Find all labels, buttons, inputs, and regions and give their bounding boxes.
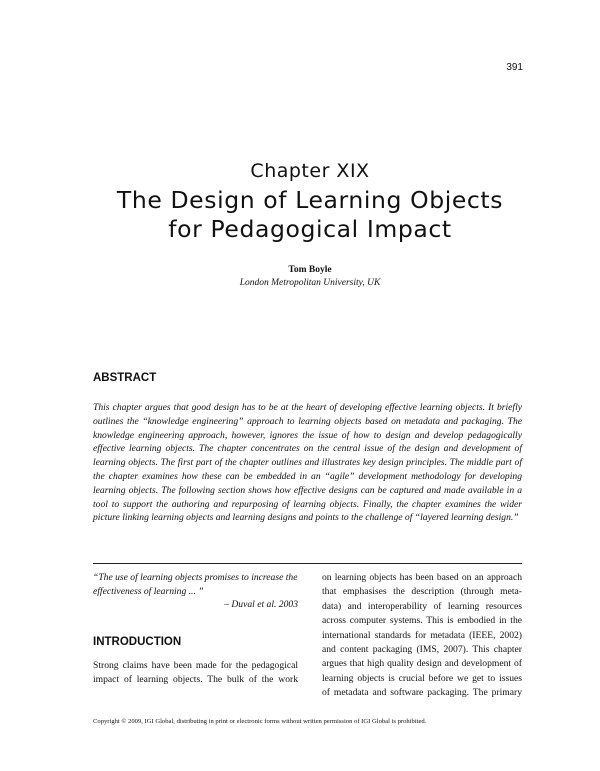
body-line: Strong claims have been made for the pedagogical	[93, 660, 298, 671]
epigraph-quote: “The use of learning objects promises to increase the effectiveness of learning ... ”	[93, 572, 298, 597]
epigraph-attribution: – Duval et al. 2003	[224, 599, 298, 611]
page-number: 391	[506, 62, 523, 73]
body-line: learning objects is crucial before we get to issues	[322, 672, 522, 684]
author-affiliation: London Metropolitan University, UK	[239, 278, 381, 288]
body-line: international standards for metadata (IEEE, 2002)	[322, 629, 522, 641]
chapter-label: Chapter XIX	[250, 160, 370, 182]
body-line: on learning objects has been based on an approach	[322, 572, 522, 583]
chapter-title-line-2: for Pedagogical Impact	[168, 215, 452, 243]
body-line: data) and interoperability of learning resources	[322, 600, 522, 612]
copyright-notice: Copyright © 2009, IGI Global, distributing in print or electronic forms without written permission of IGI Global is prohibited.	[93, 718, 427, 725]
body-line: argues that high quality design and development of	[322, 658, 522, 670]
introduction-right-column	[322, 571, 522, 701]
body-line: across computer systems. This is embodied in the	[322, 615, 522, 627]
body-line: and content packaging (IMS, 2007). This chapter	[322, 644, 522, 656]
abstract-heading: ABSTRACT	[93, 372, 157, 384]
body-line: of metadata and software packaging. The primary	[322, 687, 522, 699]
body-line: impact of learning objects. The bulk of the work	[93, 674, 298, 686]
abstract-text: This chapter argues that good design has to be at the heart of developing effective learning objects. It briefly outlines the “knowledge engineering” approach to learning objects based on metadata and packaging. The knowledge engineering approach, however, ignores the issue of how to design and develop pedagogically effective learning objects. The chapter concentrates on the central issue of the design and development of learning objects. The first part of the chapter outlines and illustrates key design principles. The middle part of the chapter examines how these can be embedded in an “agile” development methodology for developing learning objects. The following section shows how effective designs can be captured and made available in a tool to support the authoring and repurposing of learning objects. Finally, the chapter examines the wider picture linking learning objects and learning designs and points to the challenge of “layered learning design.”	[93, 402, 522, 524]
author-name: Tom Boyle	[288, 265, 332, 275]
chapter-title	[0, 186, 600, 244]
section-divider	[93, 563, 522, 564]
chapter-title-line-1: The Design of Learning Objects	[116, 186, 504, 214]
body-line: that emphasises the description (through meta-	[322, 586, 522, 598]
epigraph	[93, 571, 298, 612]
introduction-heading: INTRODUCTION	[93, 636, 182, 648]
introduction-left-column	[93, 659, 298, 688]
